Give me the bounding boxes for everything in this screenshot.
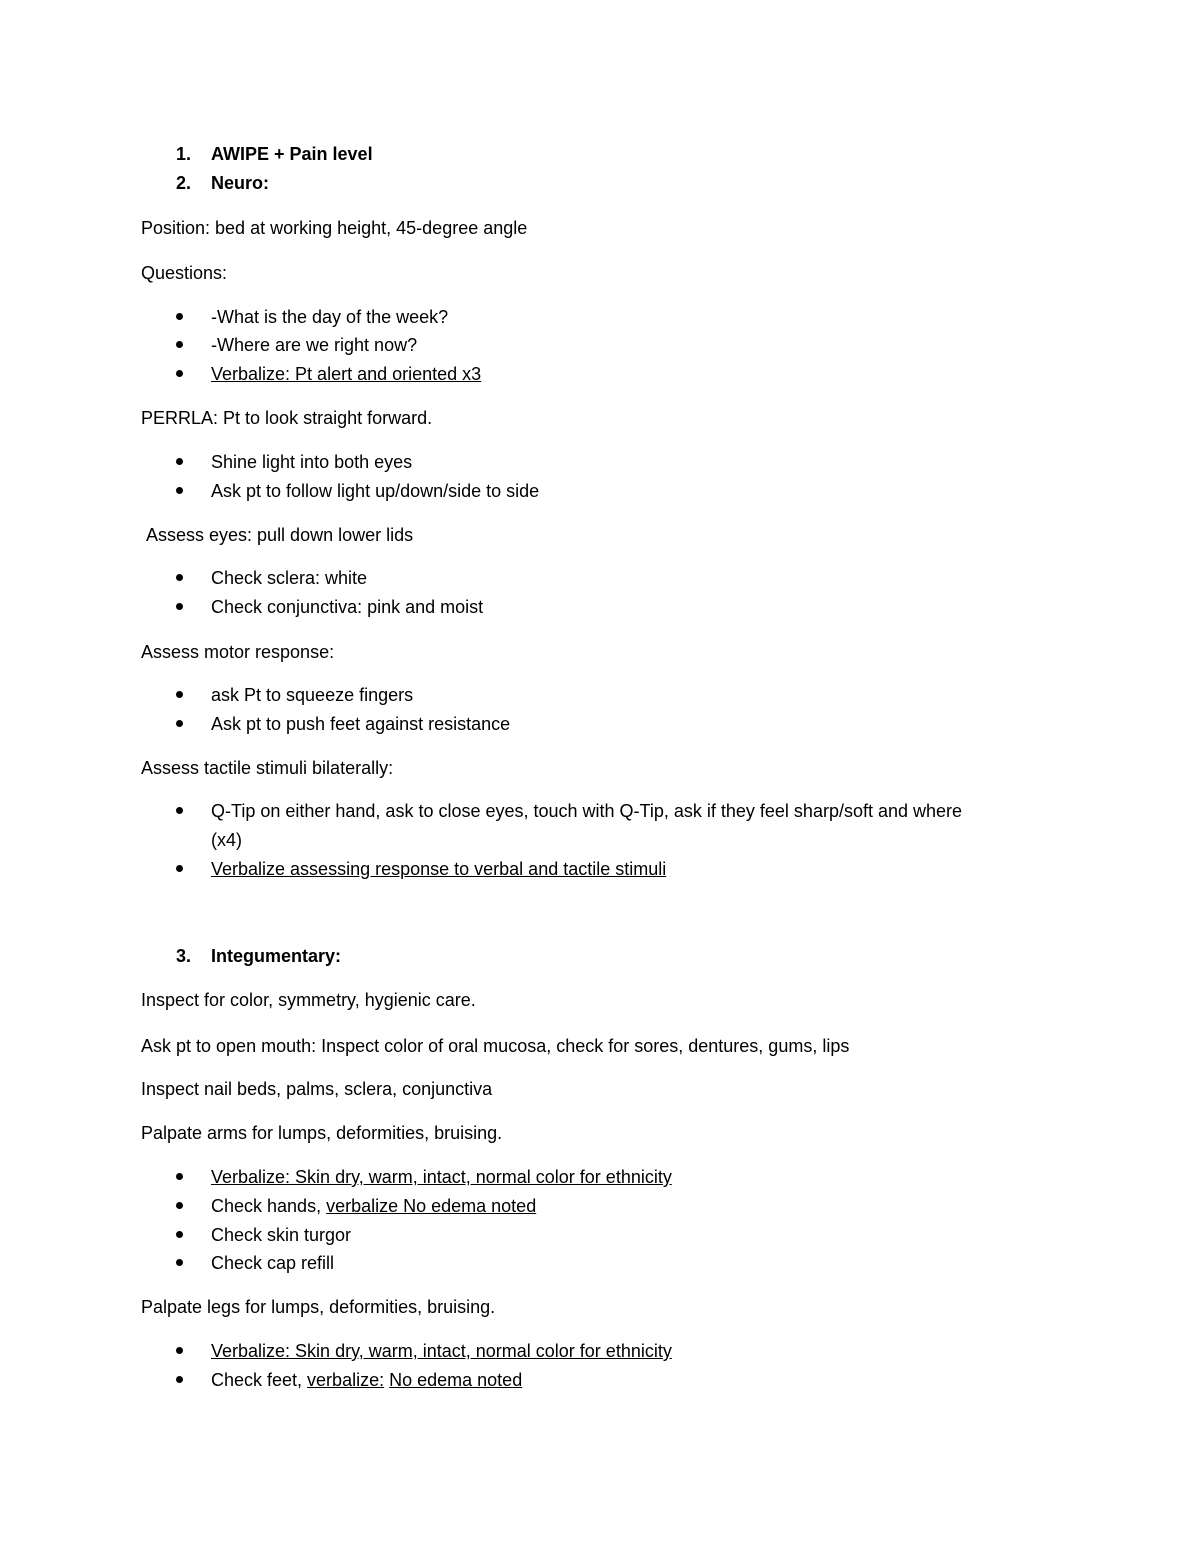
bullet-icon <box>176 691 183 698</box>
bullet-icon <box>176 1347 183 1354</box>
list-item: Ask pt to push feet against resistance <box>211 714 511 734</box>
list-item: Ask pt to follow light up/down/side to side <box>211 481 540 501</box>
bullet-icon <box>176 865 183 872</box>
list-item: -What is the day of the week? <box>211 307 449 327</box>
list-item: Verbalize: Skin dry, warm, intact, normal color for ethnicity <box>211 1167 672 1187</box>
bullet-icon <box>176 458 183 465</box>
bullet-icon <box>176 341 183 348</box>
list-item: Verbalize assessing response to verbal and tactile stimuli <box>211 859 667 879</box>
list-item: Check cap refill <box>211 1253 335 1273</box>
list-item: Verbalize: Pt alert and oriented x3 <box>211 364 482 384</box>
list-item: -Where are we right now? <box>211 335 418 355</box>
list-item: Check conjunctiva: pink and moist <box>211 597 484 617</box>
bullet-icon <box>176 1231 183 1238</box>
paragraph: Inspect nail beds, palms, sclera, conjunctiva <box>141 1079 493 1099</box>
paragraph: Palpate legs for lumps, deformities, bruising. <box>141 1297 496 1317</box>
paragraph-assess-eyes: Assess eyes: pull down lower lids <box>146 525 414 545</box>
list-item: Shine light into both eyes <box>211 452 413 472</box>
list-number: 1. <box>176 144 192 164</box>
paragraph: Palpate arms for lumps, deformities, bruising. <box>141 1123 503 1143</box>
bullet-icon <box>176 313 183 320</box>
paragraph-tactile: Assess tactile stimuli bilaterally: <box>141 758 394 778</box>
bullet-icon <box>176 574 183 581</box>
paragraph-perrla: PERRLA: Pt to look straight forward. <box>141 408 433 428</box>
list-item-continued: (x4) <box>211 830 242 850</box>
list-item: Verbalize: Skin dry, warm, intact, normal color for ethnicity <box>211 1341 672 1361</box>
bullet-icon <box>176 1376 183 1383</box>
paragraph-questions: Questions: <box>141 263 228 283</box>
bullet-icon <box>176 720 183 727</box>
heading-neuro: Neuro: <box>211 173 269 193</box>
bullet-icon <box>176 1259 183 1266</box>
list-item: ask Pt to squeeze fingers <box>211 685 414 705</box>
paragraph-position: Position: bed at working height, 45-degree angle <box>141 218 528 238</box>
bullet-icon <box>176 487 183 494</box>
list-number: 2. <box>176 173 192 193</box>
paragraph: Ask pt to open mouth: Inspect color of oral mucosa, check for sores, dentures, gums, lips <box>141 1036 850 1056</box>
heading-integumentary: Integumentary: <box>211 946 342 966</box>
bullet-icon <box>176 1173 183 1180</box>
list-item: Q-Tip on either hand, ask to close eyes, touch with Q-Tip, ask if they feel sharp/soft and where <box>211 801 963 821</box>
list-item: Check hands, verbalize No edema noted <box>211 1196 537 1216</box>
list-number: 3. <box>176 946 192 966</box>
list-item: Check feet, verbalize: No edema noted <box>211 1370 523 1390</box>
bullet-icon <box>176 370 183 377</box>
list-item: Check skin turgor <box>211 1225 352 1245</box>
bullet-icon <box>176 1202 183 1209</box>
paragraph: Inspect for color, symmetry, hygienic care. <box>141 990 476 1010</box>
heading-awipe: AWIPE + Pain level <box>211 144 373 164</box>
list-item: Check sclera: white <box>211 568 368 588</box>
bullet-icon <box>176 807 183 814</box>
paragraph-motor: Assess motor response: <box>141 642 335 662</box>
bullet-icon <box>176 603 183 610</box>
